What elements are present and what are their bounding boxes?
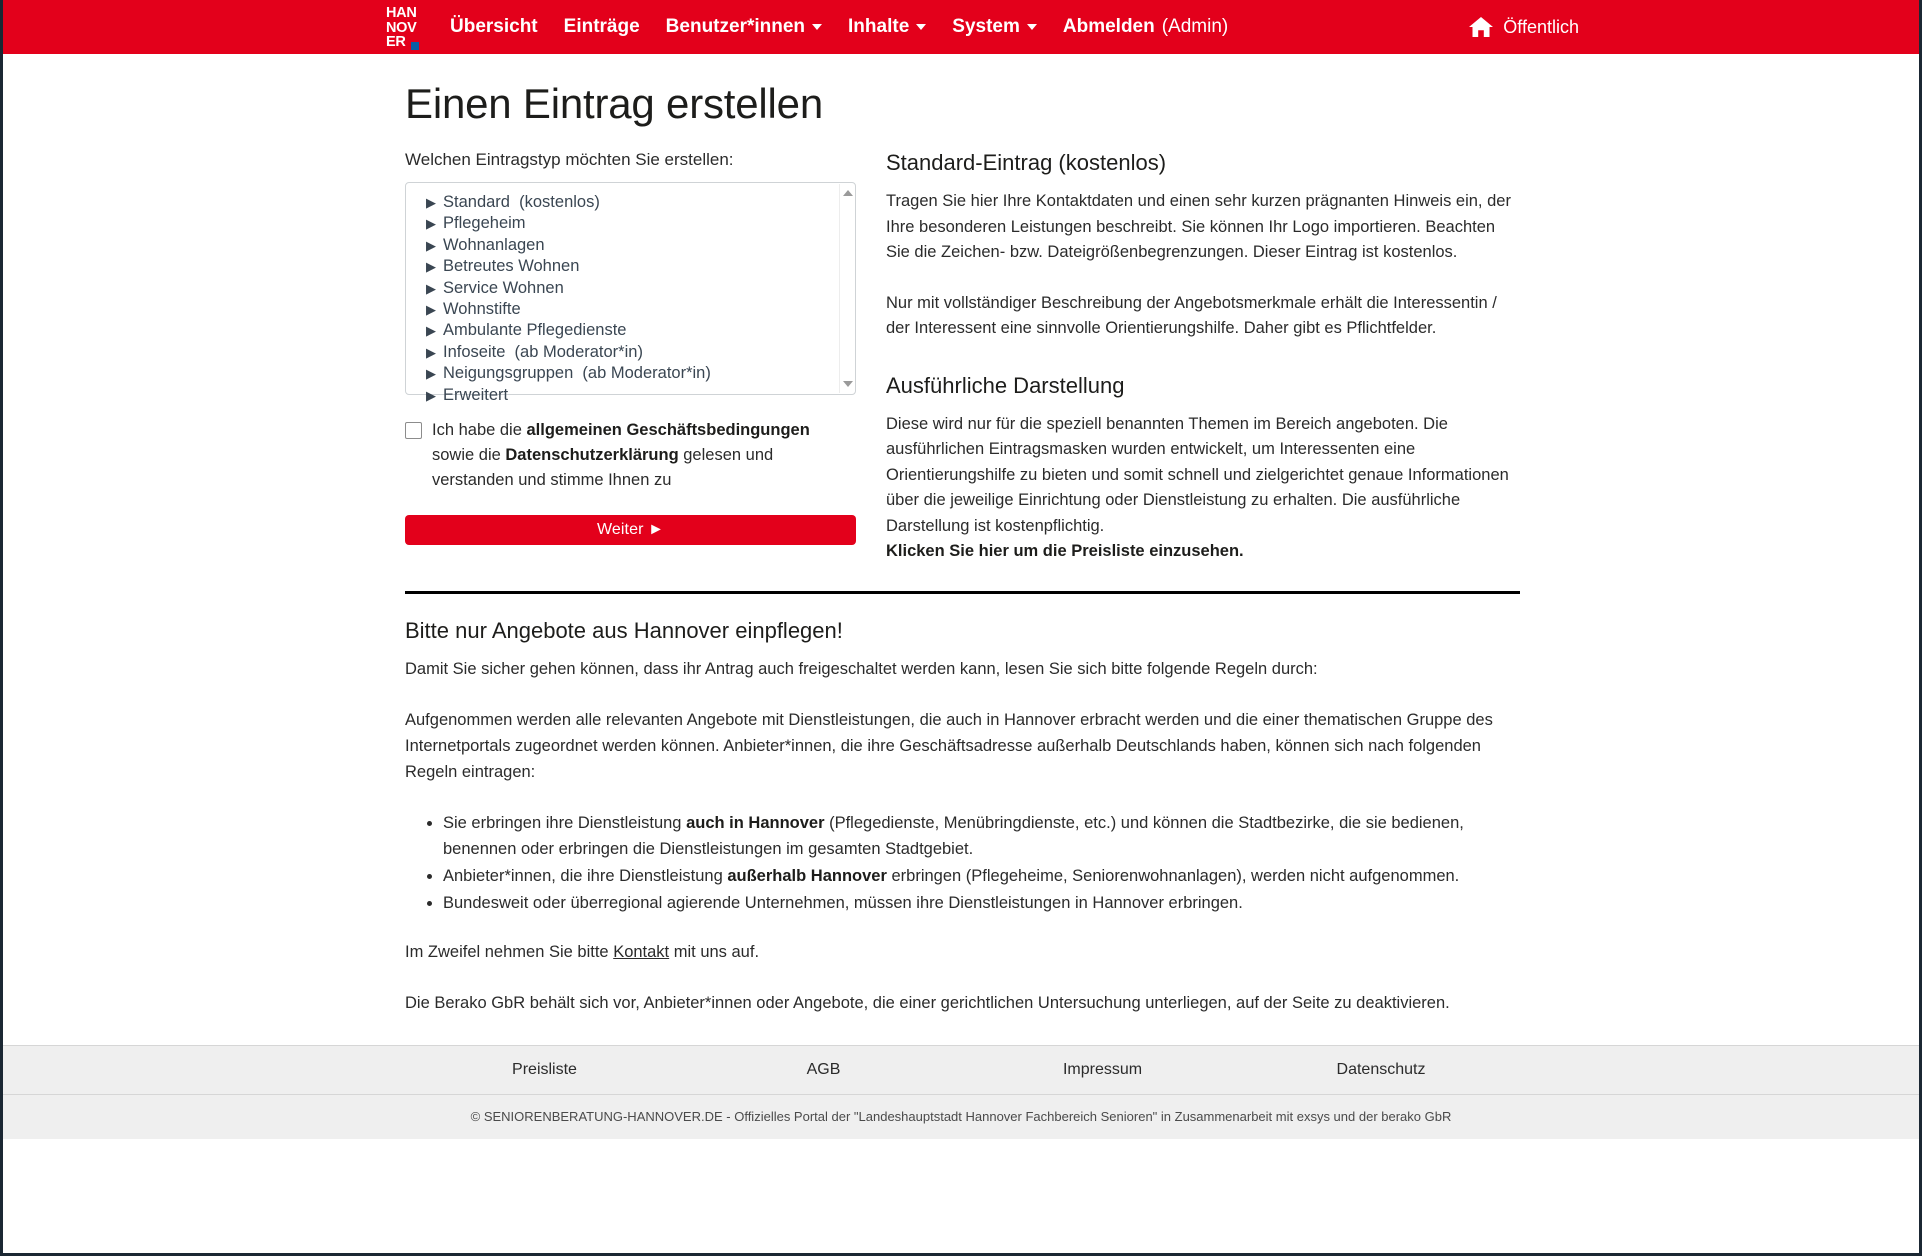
scroll-up-arrow-icon[interactable] <box>843 190 853 196</box>
footer-link-impressum[interactable]: Impressum <box>1062 1060 1143 1078</box>
footer-link-impressum-cell <box>963 1061 1242 1079</box>
footer-link-agb-cell <box>684 1061 963 1079</box>
disclaimer-paragraph: Die Berako GbR behält sich vor, Anbieter*innen oder Angebote, die einer gerichtlichen Untersuchung unterliegen, auf der Seite zu deaktivieren. <box>405 993 1450 1012</box>
content-container <box>405 54 1520 1016</box>
two-column-layout <box>405 150 1520 565</box>
list-item[interactable] <box>426 256 855 277</box>
nav-item-system-label: System <box>952 16 1020 37</box>
triangle-right-icon: ▶ <box>426 195 436 210</box>
list-item <box>443 810 1520 862</box>
footer-link-preisliste-cell <box>405 1061 684 1079</box>
privacy-link[interactable]: Datenschutzerklärung <box>505 446 679 464</box>
footer-link-datenschutz-cell <box>1242 1061 1520 1079</box>
nav-item-system[interactable] <box>952 16 1037 38</box>
rules-paragraph: Aufgenommen werden alle relevanten Angebote mit Dienstleistungen, die auch in Hannover erbracht werden und die einer thematischen Gruppe des Internetportals zugeordnet werden können. Anbieter*innen, die ihre Geschäftsadresse außerhalb Deutschlands haben, können sich nach folgenden Regeln eintragen: <box>405 710 1493 781</box>
logo-square-accent <box>411 42 419 50</box>
triangle-right-icon: ▶ <box>426 280 436 296</box>
entry-type-label: Welchen Eintragstyp möchten Sie erstellen: <box>405 150 734 169</box>
footer-link-agb[interactable]: AGB <box>806 1060 841 1078</box>
bullet-2-bold: außerhalb Hannover <box>727 866 887 885</box>
list-item[interactable] <box>426 320 855 341</box>
triangle-right-icon: ▶ <box>426 237 436 253</box>
footer-link-datenschutz[interactable]: Datenschutz <box>1336 1060 1426 1078</box>
nav-item-inhalte[interactable] <box>848 16 926 38</box>
price-list-link[interactable]: Klicken Sie hier um die Preisliste einzusehen. <box>886 542 1244 560</box>
triangle-right-icon: ▶ <box>426 216 436 232</box>
logo-line-1: HAN <box>386 5 417 22</box>
nav-item-benutzerinnen[interactable] <box>666 16 822 38</box>
public-site-label: Öffentlich <box>1503 16 1579 37</box>
nav-item-eintraege[interactable] <box>564 16 640 38</box>
footer-link-preisliste[interactable]: Preisliste <box>512 1060 577 1078</box>
entry-type-listbox[interactable] <box>405 182 856 404</box>
list-item[interactable] <box>426 235 855 256</box>
logged-in-user: (Admin) <box>1161 16 1229 37</box>
hannover-logo[interactable] <box>386 5 422 51</box>
consent-part-2: sowie die <box>432 446 506 464</box>
standard-entry-paragraph-1: Tragen Sie hier Ihre Kontaktdaten und einen sehr kurzen prägnanten Hinweis ein, der Ihre besonderen Leistungen beschreibt. Sie können Ihr Logo importieren. Beachten Sie die Zeichen- bzw. Dateigrößenbegrenzungen. Dieser Eintrag ist kostenlos. <box>886 192 1511 261</box>
list-item-label: Wohnanlagen <box>443 235 545 254</box>
bullet-2-post: erbringen (Pflegeheime, Seniorenwohnanlagen), werden nicht aufgenommen. <box>886 866 1460 885</box>
page-body <box>3 54 1919 1139</box>
triangle-right-icon: ▶ <box>426 366 436 382</box>
nav-item-abmelden[interactable] <box>1063 16 1228 38</box>
triangle-right-icon: ▶ <box>426 387 436 403</box>
bullet-3-pre: Bundesweit oder überregional agierende Unternehmen, müssen ihre Dienstleistungen in Hannover erbringen. <box>443 893 1243 912</box>
list-item[interactable] <box>426 385 855 406</box>
list-item-label: Service Wohnen <box>443 278 564 297</box>
nav-item-uebersicht-label: Übersicht <box>450 16 538 37</box>
chevron-down-icon <box>1027 24 1037 30</box>
contact-line <box>405 939 1520 965</box>
list-item[interactable] <box>426 363 855 384</box>
bullet-1-post: (Pflegedienste, Menübringdienste, etc.) und können die Stadtbezirke, die sie bedienen, benennen oder erbringen die Dienstleistungen im gesamten Stadtgebiet. <box>443 813 1464 858</box>
footer-links-bar <box>3 1046 1919 1095</box>
list-item-label: Betreutes Wohnen <box>443 257 580 276</box>
listbox-scrollbar[interactable] <box>839 184 854 393</box>
triangle-right-icon: ▶ <box>426 259 436 275</box>
list-item-label: Neigungsgruppen (ab Moderator*in) <box>443 364 711 383</box>
weiter-submit-button[interactable]: Weiter ► <box>405 515 856 545</box>
list-item-label: Ambulante Pflegedienste <box>443 321 627 340</box>
right-column <box>886 150 1520 565</box>
list-item <box>443 863 1520 889</box>
detailed-view-heading: Ausführliche Darstellung <box>886 372 1125 398</box>
public-site-link[interactable] <box>1468 16 1919 38</box>
rules-intro: Damit Sie sicher gehen können, dass ihr Antrag auch freigeschaltet werden kann, lesen Sie sich bitte folgende Regeln durch: <box>405 659 1318 678</box>
standard-entry-paragraph-2: Nur mit vollständiger Beschreibung der Angebotsmerkmale erhält die Interessentin / der Interessent eine sinnvolle Orientierungshilfe. Daher gibt es Pflichtfelder. <box>886 293 1497 337</box>
logo-line-2: NOV <box>386 19 417 36</box>
list-item[interactable] <box>426 192 855 213</box>
nav-item-uebersicht[interactable] <box>450 16 538 38</box>
bullet-1-pre: Sie erbringen ihre Dienstleistung <box>443 813 687 832</box>
triangle-right-icon: ▶ <box>426 323 436 339</box>
footer-copyright: © SENIORENBERATUNG-HANNOVER.DE - Offizielles Portal der "Landeshauptstadt Hannover Fachbereich Senioren" in Zusammenarbeit mit exsys und der berako GbR <box>3 1095 1919 1139</box>
kontakt-link[interactable]: Kontakt <box>613 942 670 961</box>
terms-consent-text <box>432 418 856 493</box>
list-item-label: Erweitert <box>443 385 509 404</box>
list-item-label: Standard (kostenlos) <box>443 193 600 211</box>
left-column <box>405 150 856 565</box>
terms-checkbox[interactable] <box>405 422 422 439</box>
entry-type-list <box>406 192 855 406</box>
chevron-down-icon <box>916 24 926 30</box>
nav-item-eintraege-label: Einträge <box>563 16 640 37</box>
list-item[interactable] <box>426 299 855 320</box>
triangle-right-icon: ▶ <box>426 344 436 360</box>
detailed-view-paragraph: Diese wird nur für die speziell benannten Themen im Bereich angeboten. Die ausführlichen Eintragsmasken wurden entwickelt, um Interessenten eine Orientierungshilfe zu bieten und somit schnell und zielgerichtet genaue Informationen über die jeweilige Einrichtung oder Dienstleistung zu erhalten. Die ausführliche Darstellung ist kostenpflichtig. <box>886 414 1509 535</box>
list-item-label: Wohnstifte <box>443 300 521 319</box>
list-item[interactable] <box>426 342 855 363</box>
page-footer <box>3 1045 1919 1139</box>
terms-consent-row <box>405 418 856 493</box>
footer-links-inner <box>405 1061 1520 1079</box>
scroll-down-arrow-icon[interactable] <box>843 381 853 387</box>
list-item[interactable] <box>426 278 855 299</box>
contact-pre: Im Zweifel nehmen Sie bitte <box>405 942 614 961</box>
list-item-label: Infoseite (ab Moderator*in) <box>443 342 643 361</box>
standard-entry-heading: Standard-Eintrag (kostenlos) <box>886 150 1167 175</box>
contact-post: mit uns auf. <box>669 942 760 961</box>
bullet-1-bold: auch in Hannover <box>686 813 825 832</box>
logo-line-3: ER <box>386 34 406 51</box>
agb-link[interactable]: allgemeinen Geschäftsbedingungen <box>526 421 810 439</box>
top-navigation-bar <box>3 0 1919 54</box>
section-divider <box>405 591 1520 594</box>
bullet-2-pre: Anbieter*innen, die ihre Dienstleistung <box>443 866 728 885</box>
page-title: Einen Eintrag erstellen <box>405 80 823 127</box>
consent-part-3: gelesen und verstanden und stimme Ihnen zu <box>432 446 774 489</box>
home-icon <box>1468 16 1494 38</box>
nav-items-group <box>3 0 1254 54</box>
rules-heading: Bitte nur Angebote aus Hannover einpflegen! <box>405 617 843 643</box>
nav-item-inhalte-label: Inhalte <box>848 16 910 37</box>
list-item-label: Pflegeheim <box>443 214 526 233</box>
rules-bullet-list <box>405 810 1520 916</box>
list-item[interactable] <box>426 213 855 234</box>
triangle-right-icon: ▶ <box>426 302 436 318</box>
nav-item-benutzerinnen-label: Benutzer*innen <box>665 16 806 37</box>
logout-label: Abmelden <box>1062 16 1155 37</box>
chevron-down-icon <box>812 24 822 30</box>
list-item <box>443 890 1520 916</box>
consent-part-1: Ich habe die <box>432 421 527 439</box>
